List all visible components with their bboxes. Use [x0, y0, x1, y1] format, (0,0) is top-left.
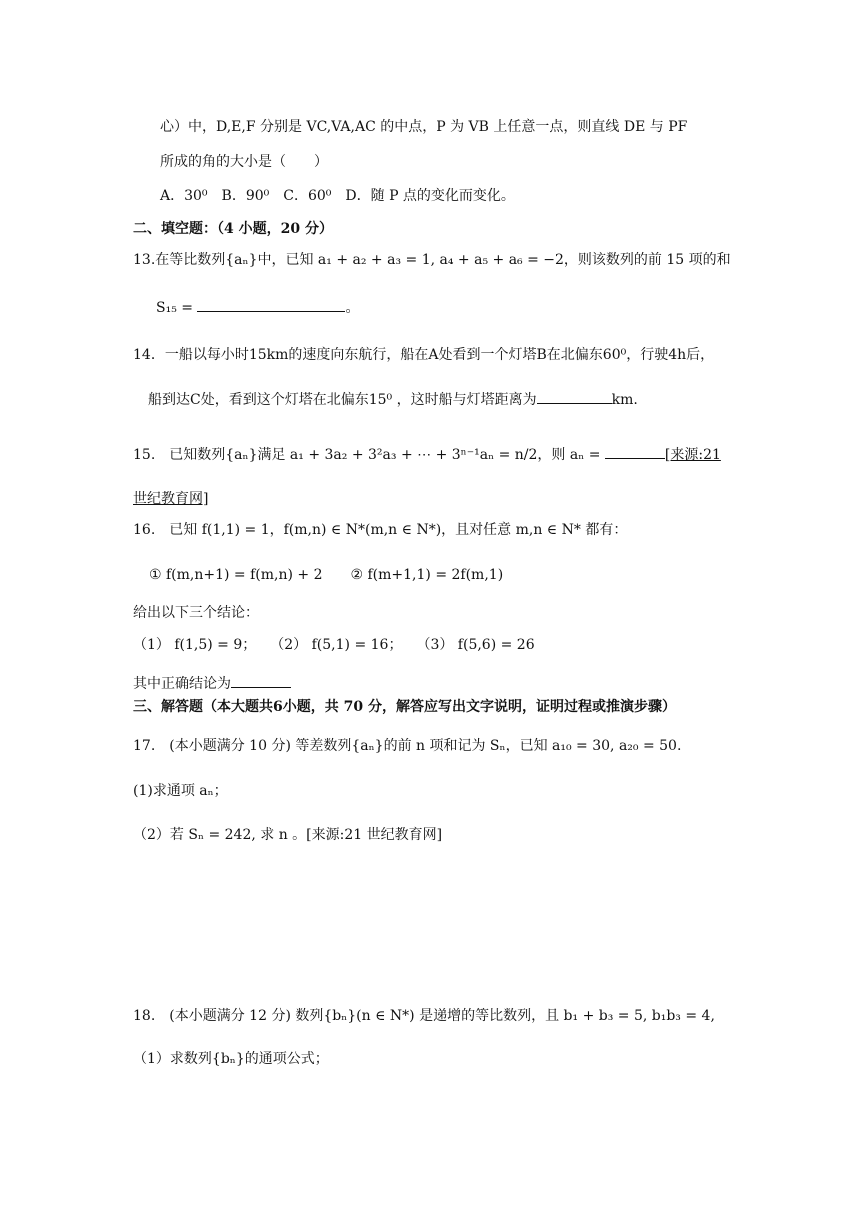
q17-line1: 17. (本小题满分 10 分) 等差数列{aₙ}的前 n 项和记为 Sₙ，已知 a₁₀ = 30, a₂₀ = 50.	[133, 738, 682, 754]
q15-line1	[133, 444, 721, 465]
q16-answer-blank	[231, 673, 291, 688]
q12-line1: 心）中，D,E,F 分别是 VC,VA,AC 的中点，P 为 VB 上任意一点，则直线 DE 与 PF	[160, 119, 688, 135]
q17-part2: （2）若 Sₙ = 242, 求 n 。[来源:21 世纪教育网]	[133, 827, 443, 843]
q14-line2	[148, 389, 638, 410]
q15-text: 15. 已知数列{aₙ}满足 a₁ + 3a₂ + 3²a₃ + ⋯ + 3ⁿ⁻¹aₙ = n/2，则 aₙ =	[133, 447, 605, 463]
q14-text: 船到达C处，看到这个灯塔在北偏东15⁰ ，这时船与灯塔距离为	[148, 392, 537, 408]
q16-ask	[133, 673, 291, 694]
q13-sum-label: S₁₅ =	[156, 300, 198, 316]
section-solution-heading: 三、解答题（本大题共6小题，共 70 分，解答应写出文字说明，证明过程或推演步骤）	[133, 699, 676, 715]
q16-given: 给出以下三个结论：	[133, 605, 259, 621]
q13-line2	[156, 297, 359, 318]
section-fill-in-heading: 二、填空题：（4 小题，20 分）	[133, 221, 333, 237]
q16-ask-text: 其中正确结论为	[133, 676, 231, 692]
q16-line1: 16. 已知 f(1,1) = 1，f(m,n) ∈ N*(m,n ∈ N*)，且对任意 m,n ∈ N* 都有：	[133, 522, 628, 538]
q15-answer-blank	[605, 444, 665, 459]
q14-unit: km.	[611, 392, 638, 408]
q13-answer-blank	[197, 297, 345, 312]
q16-conclusions: （1） f(1,5) = 9； （2） f(5,1) = 16； （3） f(5,6) = 26	[133, 637, 535, 653]
q17-part1: (1)求通项 aₙ；	[133, 783, 228, 799]
q16-conditions: ① f(m,n+1) = f(m,n) + 2 ② f(m+1,1) = 2f(m,1)	[149, 567, 504, 583]
q13-end: 。	[345, 300, 360, 316]
q13-line1: 13.在等比数列{aₙ}中，已知 a₁ + a₂ + a₃ = 1, a₄ + a₅ + a₆ = −2，则该数列的前 15 项的和	[133, 252, 731, 268]
q12-options: A．30⁰ B．90⁰ C．60⁰ D．随 P 点的变化而变化。	[160, 188, 515, 204]
q18-line1: 18. (本小题满分 12 分) 数列{bₙ}(n ∈ N*) 是递增的等比数列，且 b₁ + b₃ = 5, b₁b₃ = 4,	[133, 1008, 715, 1024]
q14-answer-blank	[537, 389, 612, 404]
q15-source-b: 世纪教育网]	[133, 491, 209, 507]
q14-line1: 14．一船以每小时15km的速度向东航行，船在A处看到一个灯塔B在北偏东60⁰，行驶4h后，	[133, 347, 715, 363]
q18-part1: （1）求数列{bₙ}的通项公式；	[133, 1051, 329, 1067]
q15-source-a: [来源:21	[664, 447, 721, 463]
q12-line2: 所成的角的大小是（ ）	[160, 154, 328, 170]
